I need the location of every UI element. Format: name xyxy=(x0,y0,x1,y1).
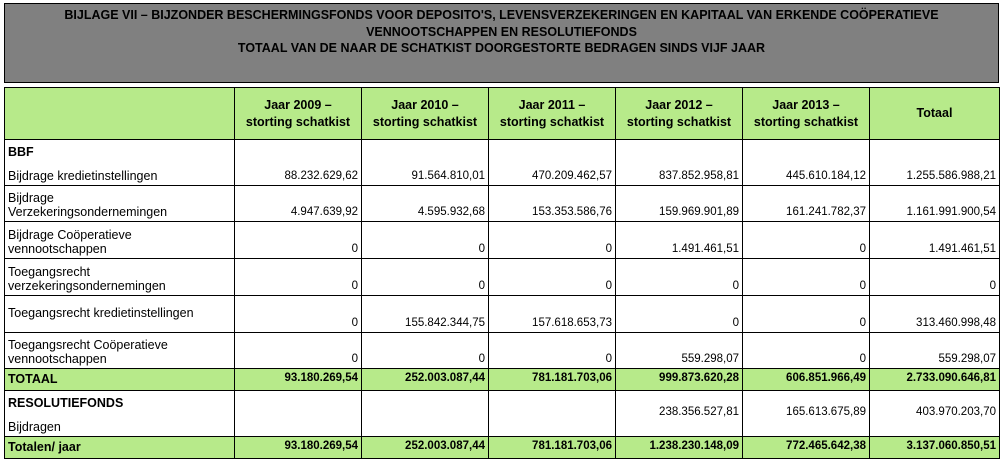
row-label: Bijdrage kredietinstellingen xyxy=(8,169,158,183)
resolutiefonds-label-cell xyxy=(5,391,235,437)
value-cell: 1.491.461,51 xyxy=(870,222,1000,259)
value-cell: 0 xyxy=(870,259,1000,296)
value-cell: 1.238.230.148,09 xyxy=(616,437,743,459)
resolutiefonds-heading: RESOLUTIEFONDS xyxy=(8,396,124,410)
value-cell: 161.241.782,37 xyxy=(743,186,870,222)
bbf-label-cell xyxy=(5,140,235,186)
value-cell: 165.613.675,89 xyxy=(743,391,870,437)
value-cell: 999.873.620,28 xyxy=(616,369,743,391)
value-cell: 0 xyxy=(235,222,362,259)
value-cell: 1.491.461,51 xyxy=(616,222,743,259)
value-cell: 0 xyxy=(743,259,870,296)
table-row xyxy=(5,140,1000,186)
value-cell: 91.564.810,01 xyxy=(362,140,489,186)
table-row xyxy=(5,186,1000,222)
value-cell: 470.209.462,57 xyxy=(489,140,616,186)
value-cell: 0 xyxy=(489,222,616,259)
bbf-heading: BBF xyxy=(8,145,34,159)
table-row xyxy=(5,333,1000,369)
row-label: Toegangsrecht verzekeringsondernemingen xyxy=(5,259,235,296)
value-cell: 88.232.629,62 xyxy=(235,140,362,186)
table-title xyxy=(4,3,999,83)
value-cell: 4.595.932,68 xyxy=(362,186,489,222)
value-cell: 252.003.087,44 xyxy=(362,369,489,391)
document-page xyxy=(4,3,999,465)
title-line-2: VENNOOTSCHAPPEN EN RESOLUTIEFONDS xyxy=(366,24,637,39)
header-col-2012: Jaar 2012 – storting schatkist xyxy=(616,88,743,140)
value-cell: 159.969.901,89 xyxy=(616,186,743,222)
value-cell: 0 xyxy=(362,259,489,296)
value-cell xyxy=(362,391,489,437)
value-cell: 403.970.203,70 xyxy=(870,391,1000,437)
title-line-3: TOTAAL VAN DE NAAR DE SCHATKIST DOORGESTORTE BEDRAGEN SINDS VIJF JAAR xyxy=(237,41,766,55)
value-cell: 781.181.703,06 xyxy=(489,437,616,459)
totaal-row xyxy=(5,369,1000,391)
value-cell: 445.610.184,12 xyxy=(743,140,870,186)
totalen-jaar-label: Totalen/ jaar xyxy=(5,437,235,459)
table-row xyxy=(5,222,1000,259)
value-cell: 0 xyxy=(362,333,489,369)
value-cell: 772.465.642,38 xyxy=(743,437,870,459)
value-cell: 0 xyxy=(616,296,743,333)
header-col-2010: Jaar 2010 – storting schatkist xyxy=(362,88,489,140)
header-blank-cell xyxy=(5,88,235,140)
value-cell: 0 xyxy=(743,222,870,259)
row-label: Bijdrage Verzekeringsondernemingen xyxy=(5,186,235,222)
value-cell: 238.356.527,81 xyxy=(616,391,743,437)
value-cell: 559.298,07 xyxy=(870,333,1000,369)
value-cell: 2.733.090.646,81 xyxy=(870,369,1000,391)
value-cell: 606.851.966,49 xyxy=(743,369,870,391)
value-cell: 157.618.653,73 xyxy=(489,296,616,333)
header-col-2011: Jaar 2011 – storting schatkist xyxy=(489,88,616,140)
value-cell: 0 xyxy=(235,259,362,296)
value-cell xyxy=(489,391,616,437)
value-cell xyxy=(235,391,362,437)
value-cell: 0 xyxy=(362,222,489,259)
value-cell: 0 xyxy=(489,333,616,369)
value-cell: 559.298,07 xyxy=(616,333,743,369)
value-cell: 313.460.998,48 xyxy=(870,296,1000,333)
value-cell: 93.180.269,54 xyxy=(235,369,362,391)
row-label: Toegangsrecht kredietinstellingen xyxy=(5,296,235,333)
value-cell: 0 xyxy=(235,296,362,333)
value-cell: 0 xyxy=(743,296,870,333)
value-cell: 4.947.639,92 xyxy=(235,186,362,222)
title-line-1: BIJLAGE VII – BIJZONDER BESCHERMINGSFONDS VOOR DEPOSITO'S, LEVENSVERZEKERINGEN EN KAPITAAL VAN ERKENDE COÖPERATIEVE xyxy=(64,8,939,22)
value-cell: 0 xyxy=(489,259,616,296)
totalen-jaar-row xyxy=(5,437,1000,459)
header-row xyxy=(5,88,1000,140)
table-row xyxy=(5,391,1000,437)
value-cell: 0 xyxy=(235,333,362,369)
value-cell: 781.181.703,06 xyxy=(489,369,616,391)
value-cell: 837.852.958,81 xyxy=(616,140,743,186)
header-col-2009: Jaar 2009 – storting schatkist xyxy=(235,88,362,140)
value-cell: 1.161.991.900,54 xyxy=(870,186,1000,222)
row-label: Toegangsrecht Coöperatieve vennootschappen xyxy=(5,333,235,369)
value-cell: 252.003.087,44 xyxy=(362,437,489,459)
table-row xyxy=(5,259,1000,296)
table-row xyxy=(5,296,1000,333)
value-cell: 93.180.269,54 xyxy=(235,437,362,459)
value-cell: 153.353.586,76 xyxy=(489,186,616,222)
value-cell: 3.137.060.850,51 xyxy=(870,437,1000,459)
value-cell: 0 xyxy=(616,259,743,296)
value-cell: 0 xyxy=(743,333,870,369)
contributions-table xyxy=(4,87,1000,459)
row-label: Bijdrage Coöperatieve vennootschappen xyxy=(5,222,235,259)
value-cell: 1.255.586.988,21 xyxy=(870,140,1000,186)
header-col-2013: Jaar 2013 – storting schatkist xyxy=(743,88,870,140)
row-label: Bijdragen xyxy=(8,420,61,434)
totaal-label: TOTAAL xyxy=(5,369,235,391)
header-col-totaal: Totaal xyxy=(870,88,1000,140)
value-cell: 155.842.344,75 xyxy=(362,296,489,333)
